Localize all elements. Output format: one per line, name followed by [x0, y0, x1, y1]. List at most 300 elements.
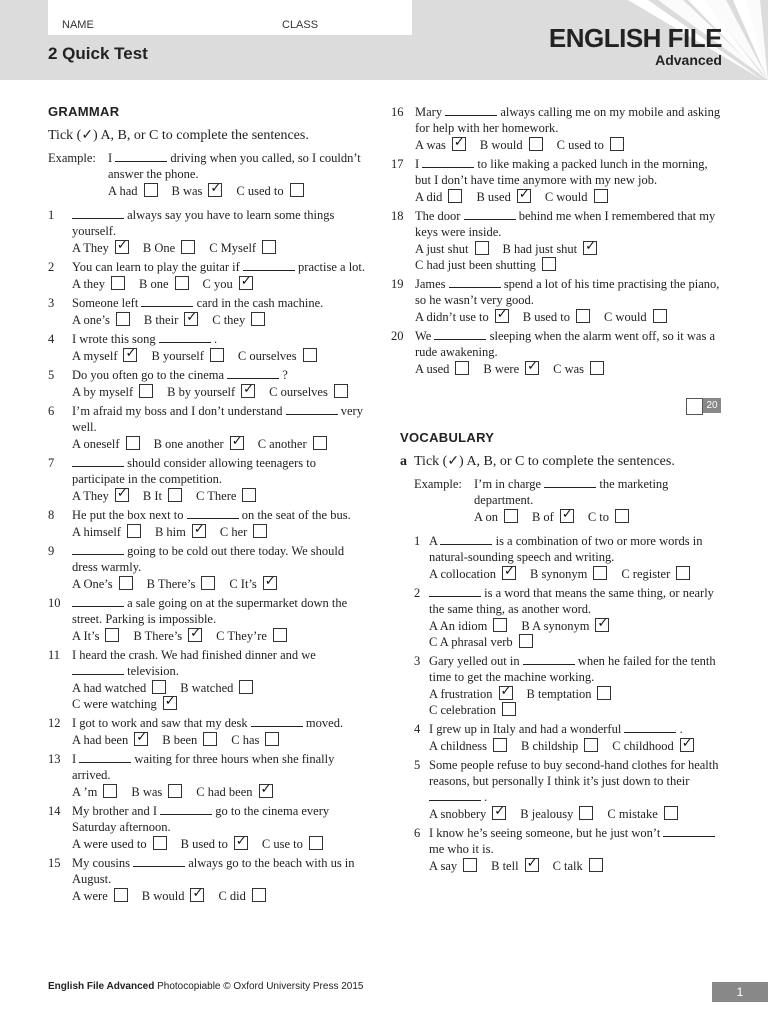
option-checkbox[interactable]	[502, 566, 516, 580]
option-label: B temptation	[526, 687, 592, 701]
answer-option	[429, 858, 477, 874]
question-text-post: should consider allowing teenagers to participate in the competition.	[72, 456, 316, 486]
page-title: 2 Quick Test	[48, 44, 148, 63]
question-text-post: going to be cold out there today. We should dress warmly.	[72, 544, 345, 574]
answer-blank	[115, 151, 167, 162]
option-label: C childhood	[612, 739, 674, 753]
answer-blank	[187, 508, 239, 519]
option-checkbox[interactable]	[201, 576, 215, 590]
grammar-score-box	[686, 398, 721, 416]
question-options	[415, 241, 721, 273]
option-label: A say	[429, 859, 458, 873]
grammar-example	[48, 150, 370, 199]
answer-option	[131, 784, 182, 800]
answer-option	[532, 509, 574, 525]
option-checkbox[interactable]	[239, 276, 253, 290]
option-checkbox[interactable]	[190, 888, 204, 902]
answer-option	[553, 858, 603, 874]
option-label: A snobbery	[429, 807, 487, 821]
option-checkbox[interactable]	[115, 488, 129, 502]
option-label: B tell	[491, 859, 519, 873]
question-text-post: .	[213, 332, 218, 346]
question-text-pre: Mary	[415, 105, 443, 119]
question-item	[391, 156, 721, 205]
name-label: NAME	[62, 19, 94, 31]
question-options	[429, 686, 722, 718]
option-label: B used to	[180, 837, 228, 851]
option-label: C use to	[261, 837, 303, 851]
answer-option	[553, 361, 604, 377]
answer-option	[527, 686, 612, 702]
question-options	[72, 524, 370, 540]
question-text-post: moved.	[305, 716, 344, 730]
option-checkbox[interactable]	[168, 488, 182, 502]
question-number: 6	[414, 826, 421, 840]
option-checkbox[interactable]	[593, 566, 607, 580]
answer-option	[72, 488, 129, 504]
option-checkbox[interactable]	[208, 183, 222, 197]
answer-option	[545, 189, 608, 205]
answer-option	[521, 618, 609, 634]
option-checkbox[interactable]	[152, 680, 166, 694]
option-checkbox[interactable]	[105, 628, 119, 642]
option-checkbox[interactable]	[493, 738, 507, 752]
option-label: C did	[218, 889, 246, 903]
answer-option	[143, 240, 195, 256]
option-label: B synonym	[530, 567, 588, 581]
option-checkbox[interactable]	[610, 137, 624, 151]
answer-option	[108, 183, 158, 199]
option-label: B one	[138, 277, 169, 291]
brand-logo	[549, 24, 722, 68]
answer-option	[520, 806, 593, 822]
answer-option	[72, 240, 129, 256]
question-number: 10	[48, 596, 61, 610]
option-checkbox[interactable]	[664, 806, 678, 820]
option-checkbox[interactable]	[210, 348, 224, 362]
option-checkbox[interactable]	[653, 309, 667, 323]
vocabulary-example	[400, 476, 722, 525]
answer-option	[503, 241, 598, 257]
question-text-pre: I grew up in Italy and had a wonderful	[429, 722, 622, 736]
answer-option	[155, 524, 206, 540]
example-text-post: the marketing department.	[474, 477, 669, 507]
option-checkbox[interactable]	[265, 732, 279, 746]
option-checkbox[interactable]	[273, 628, 287, 642]
question-text-pre: He put the box next to	[72, 508, 184, 522]
question-item	[48, 803, 370, 852]
option-label: C another	[257, 437, 307, 451]
answer-blank	[663, 826, 715, 837]
option-checkbox[interactable]	[241, 384, 255, 398]
question-text-post: card in the cash machine.	[196, 296, 324, 310]
option-checkbox[interactable]	[597, 686, 611, 700]
option-label: B used	[476, 190, 511, 204]
option-checkbox[interactable]	[253, 524, 267, 538]
question-item	[391, 328, 721, 377]
answer-option	[172, 183, 223, 199]
question-text-post: .	[484, 790, 488, 804]
option-label: C mistake	[607, 807, 658, 821]
question-item	[48, 295, 370, 328]
option-checkbox[interactable]	[252, 888, 266, 902]
option-checkbox[interactable]	[529, 137, 543, 151]
question-options	[72, 836, 370, 852]
question-options	[72, 576, 370, 592]
option-checkbox[interactable]	[290, 183, 304, 197]
question-text-pre: My brother and I	[72, 804, 158, 818]
question-item	[48, 543, 370, 592]
vocabulary-heading: VOCABULARY	[400, 430, 495, 445]
answer-option	[269, 384, 348, 400]
question-number: 2	[48, 260, 55, 274]
answer-blank	[160, 804, 212, 815]
question-text-pre: I’m afraid my boss and I don’t understand	[72, 404, 283, 418]
option-checkbox[interactable]	[595, 618, 609, 632]
answer-option	[429, 702, 516, 718]
question-number: 17	[391, 157, 404, 171]
answer-option	[415, 189, 462, 205]
question-text-post: always calling me on my mobile and asking for help with her homework.	[415, 105, 721, 135]
question-number: 18	[391, 209, 404, 223]
answer-option	[162, 732, 217, 748]
answer-option	[72, 836, 167, 852]
option-checkbox[interactable]	[119, 576, 133, 590]
option-checkbox[interactable]	[313, 436, 327, 450]
option-checkbox[interactable]	[589, 858, 603, 872]
option-checkbox[interactable]	[560, 509, 574, 523]
answer-blank	[464, 209, 516, 220]
option-label: C was	[553, 362, 585, 376]
answer-option	[474, 509, 518, 525]
option-checkbox[interactable]	[303, 348, 317, 362]
option-checkbox[interactable]	[504, 509, 518, 523]
answer-option	[415, 257, 556, 273]
option-label: C to	[587, 510, 610, 524]
option-checkbox[interactable]	[259, 784, 273, 798]
answer-option	[72, 888, 128, 904]
question-options	[429, 566, 722, 582]
question-number: 11	[48, 648, 61, 662]
option-checkbox[interactable]	[590, 361, 604, 375]
option-label: C It’s	[229, 577, 257, 591]
question-options	[415, 309, 721, 325]
question-number: 15	[48, 856, 61, 870]
question-text-post: television.	[127, 664, 179, 678]
option-checkbox[interactable]	[188, 628, 202, 642]
option-checkbox[interactable]	[127, 524, 141, 538]
option-checkbox[interactable]	[103, 784, 117, 798]
answer-option	[557, 137, 624, 153]
option-checkbox[interactable]	[463, 858, 477, 872]
question-item	[48, 751, 370, 800]
question-text-post: spend a lot of his time practising the piano, so he wasn’t very good.	[415, 277, 720, 307]
question-item	[414, 533, 722, 582]
option-label: C Myself	[209, 241, 257, 255]
option-checkbox[interactable]	[475, 241, 489, 255]
option-checkbox[interactable]	[452, 137, 466, 151]
option-checkbox[interactable]	[448, 189, 462, 203]
option-checkbox[interactable]	[493, 618, 507, 632]
question-text-pre: You can learn to play the guitar if	[72, 260, 240, 274]
grammar-column-right	[391, 104, 721, 380]
answer-blank	[440, 534, 492, 545]
question-text-post: when he failed for the tenth time to get the machine working.	[429, 654, 716, 684]
option-label: A An idiom	[429, 619, 488, 633]
option-label: B been	[162, 733, 198, 747]
option-label: C they	[212, 313, 246, 327]
question-options	[429, 806, 722, 822]
option-label: A were	[72, 889, 108, 903]
question-item	[48, 647, 370, 712]
option-checkbox[interactable]	[144, 183, 158, 197]
answer-option	[238, 348, 317, 364]
question-text-pre: A	[429, 534, 438, 548]
option-checkbox[interactable]	[192, 524, 206, 538]
option-label: A one’s	[72, 313, 110, 327]
question-options	[72, 276, 370, 292]
option-checkbox[interactable]	[126, 436, 140, 450]
option-checkbox[interactable]	[163, 696, 177, 710]
answer-option	[72, 384, 153, 400]
answer-option	[180, 680, 253, 696]
option-checkbox[interactable]	[111, 276, 125, 290]
option-label: B There’s	[146, 577, 196, 591]
option-checkbox[interactable]	[594, 189, 608, 203]
answer-option	[143, 488, 182, 504]
question-number: 12	[48, 716, 61, 730]
question-item	[48, 507, 370, 540]
option-label: B would	[479, 138, 523, 152]
example-options	[108, 183, 370, 199]
question-text-post: go to the cinema every Saturday afternoon.	[72, 804, 330, 834]
option-checkbox[interactable]	[114, 888, 128, 902]
answer-option	[476, 189, 530, 205]
option-label: C A phrasal verb	[429, 635, 513, 649]
option-label: B There’s	[133, 629, 183, 643]
question-number: 5	[414, 758, 421, 772]
option-label: B by yourself	[167, 385, 236, 399]
option-label: B one another	[153, 437, 224, 451]
option-checkbox[interactable]	[309, 836, 323, 850]
question-item	[48, 367, 370, 400]
question-text-post: .	[679, 722, 683, 736]
question-number: 3	[414, 654, 421, 668]
answer-option	[429, 806, 506, 822]
answer-option	[144, 312, 198, 328]
question-item	[48, 855, 370, 904]
option-label: C has	[231, 733, 260, 747]
answer-option	[72, 524, 141, 540]
answer-option	[231, 732, 279, 748]
question-text-pre: I heard the crash. We had finished dinner and we	[72, 648, 316, 662]
question-text-post: is a word that means the same thing, or nearly the same thing, as another word.	[429, 586, 714, 616]
question-text-post: very well.	[72, 404, 363, 434]
question-item	[48, 715, 370, 748]
footer-copyright	[48, 981, 363, 992]
option-label: B him	[154, 525, 186, 539]
option-checkbox[interactable]	[134, 732, 148, 746]
option-label: B was	[171, 184, 203, 198]
question-number: 20	[391, 329, 404, 343]
question-number: 13	[48, 752, 61, 766]
option-checkbox[interactable]	[583, 241, 597, 255]
answer-blank	[72, 208, 124, 219]
option-checkbox[interactable]	[525, 858, 539, 872]
question-text-post: waiting for three hours when she finally arrived.	[72, 752, 335, 782]
name-class-box	[48, 0, 412, 35]
option-label: B would	[141, 889, 185, 903]
answer-option	[147, 576, 216, 592]
option-label: A on	[474, 510, 498, 524]
answer-option	[209, 240, 276, 256]
option-checkbox[interactable]	[680, 738, 694, 752]
vocabulary-instruction: Tick (✓) A, B, or C to complete the sentences.	[414, 454, 675, 469]
option-checkbox[interactable]	[492, 806, 506, 820]
option-checkbox[interactable]	[184, 312, 198, 326]
option-label: C used to	[556, 138, 604, 152]
answer-option	[429, 618, 507, 634]
option-checkbox[interactable]	[579, 806, 593, 820]
answer-option	[429, 686, 513, 702]
option-checkbox[interactable]	[153, 836, 167, 850]
option-checkbox[interactable]	[525, 361, 539, 375]
header-band	[0, 0, 768, 80]
option-label: B childship	[520, 739, 579, 753]
answer-blank	[449, 277, 501, 288]
option-checkbox[interactable]	[517, 189, 531, 203]
option-checkbox[interactable]	[576, 309, 590, 323]
grammar-heading: GRAMMAR	[48, 104, 120, 119]
answer-blank	[434, 329, 486, 340]
option-checkbox[interactable]	[139, 384, 153, 398]
question-options	[429, 858, 722, 874]
answer-option	[530, 566, 607, 582]
option-checkbox[interactable]	[230, 436, 244, 450]
option-checkbox[interactable]	[542, 257, 556, 271]
answer-option	[483, 361, 539, 377]
option-checkbox[interactable]	[499, 686, 513, 700]
option-checkbox[interactable]	[263, 576, 277, 590]
score-total: 20	[703, 398, 721, 413]
question-text-post: practise a lot.	[298, 260, 366, 274]
option-label: A was	[415, 138, 446, 152]
option-checkbox[interactable]	[181, 240, 195, 254]
option-checkbox[interactable]	[239, 680, 253, 694]
answer-option	[72, 680, 166, 696]
question-text-post: always say you have to learn some things yourself.	[72, 208, 335, 238]
option-label: A frustration	[429, 687, 493, 701]
option-label: B used to	[522, 310, 570, 324]
answer-blank	[429, 790, 481, 801]
question-item	[414, 653, 722, 718]
option-checkbox[interactable]	[175, 276, 189, 290]
option-checkbox[interactable]	[242, 488, 256, 502]
answer-blank	[286, 404, 338, 415]
option-label: A One’s	[72, 577, 113, 591]
answer-option	[139, 276, 189, 292]
question-text-post: sleeping when the alarm went off, so it was a rude awakening.	[415, 329, 716, 359]
option-checkbox[interactable]	[116, 312, 130, 326]
question-number: 1	[414, 534, 421, 548]
class-label: CLASS	[282, 19, 319, 31]
answer-option	[72, 312, 130, 328]
option-label: B yourself	[151, 349, 204, 363]
answer-option	[480, 137, 543, 153]
option-checkbox[interactable]	[502, 702, 516, 716]
answer-option	[236, 183, 303, 199]
question-options	[72, 312, 370, 328]
question-text-post: a sale going on at the supermarket down the street. Parking is impossible.	[72, 596, 348, 626]
answer-option	[151, 348, 223, 364]
option-checkbox[interactable]	[676, 566, 690, 580]
option-checkbox[interactable]	[584, 738, 598, 752]
option-checkbox[interactable]	[615, 509, 629, 523]
option-checkbox[interactable]	[115, 240, 129, 254]
answer-option	[621, 566, 690, 582]
answer-option	[612, 738, 693, 754]
option-checkbox[interactable]	[168, 784, 182, 798]
option-label: A himself	[72, 525, 121, 539]
question-text-pre: We	[415, 329, 432, 343]
question-text-pre: I	[415, 157, 420, 171]
option-label: C used to	[236, 184, 284, 198]
answer-option	[415, 137, 466, 153]
score-entry-box[interactable]	[686, 398, 703, 415]
option-label: C talk	[552, 859, 583, 873]
question-item	[391, 208, 721, 273]
question-text-post: to like making a packed lunch in the morning, but I don’t have time anymore with my new job.	[415, 157, 708, 187]
question-item	[391, 104, 721, 153]
answer-option	[72, 436, 140, 452]
answer-blank	[72, 664, 124, 675]
option-checkbox[interactable]	[495, 309, 509, 323]
option-label: A didn’t use to	[415, 310, 489, 324]
option-checkbox[interactable]	[455, 361, 469, 375]
answer-blank	[243, 260, 295, 271]
answer-blank	[544, 477, 596, 488]
page-number: 1	[712, 982, 768, 1002]
option-checkbox[interactable]	[334, 384, 348, 398]
question-options	[72, 348, 370, 364]
option-label: A had been	[72, 733, 129, 747]
option-label: C were watching	[72, 697, 157, 711]
question-options	[72, 628, 370, 644]
answer-blank	[251, 716, 303, 727]
question-text-post: is a combination of two or more words in natural-sounding speech and writing.	[429, 534, 703, 564]
option-label: B It	[142, 489, 163, 503]
question-item	[48, 403, 370, 452]
answer-option	[181, 836, 248, 852]
answer-option	[588, 509, 629, 525]
option-checkbox[interactable]	[234, 836, 248, 850]
option-checkbox[interactable]	[262, 240, 276, 254]
question-number: 14	[48, 804, 61, 818]
option-label: A They	[72, 489, 109, 503]
question-number: 16	[391, 105, 404, 119]
answer-option	[167, 384, 255, 400]
answer-option	[216, 628, 287, 644]
option-checkbox[interactable]	[519, 634, 533, 648]
question-text-pre: Some people refuse to buy second-hand clothes for health reasons, but personally I think it’s just down to their	[429, 758, 719, 788]
option-checkbox[interactable]	[203, 732, 217, 746]
question-item	[414, 825, 722, 874]
option-checkbox[interactable]	[251, 312, 265, 326]
option-label: C There	[196, 489, 237, 503]
option-checkbox[interactable]	[123, 348, 137, 362]
question-text-pre: I	[72, 752, 77, 766]
option-label: A just shut	[415, 242, 469, 256]
